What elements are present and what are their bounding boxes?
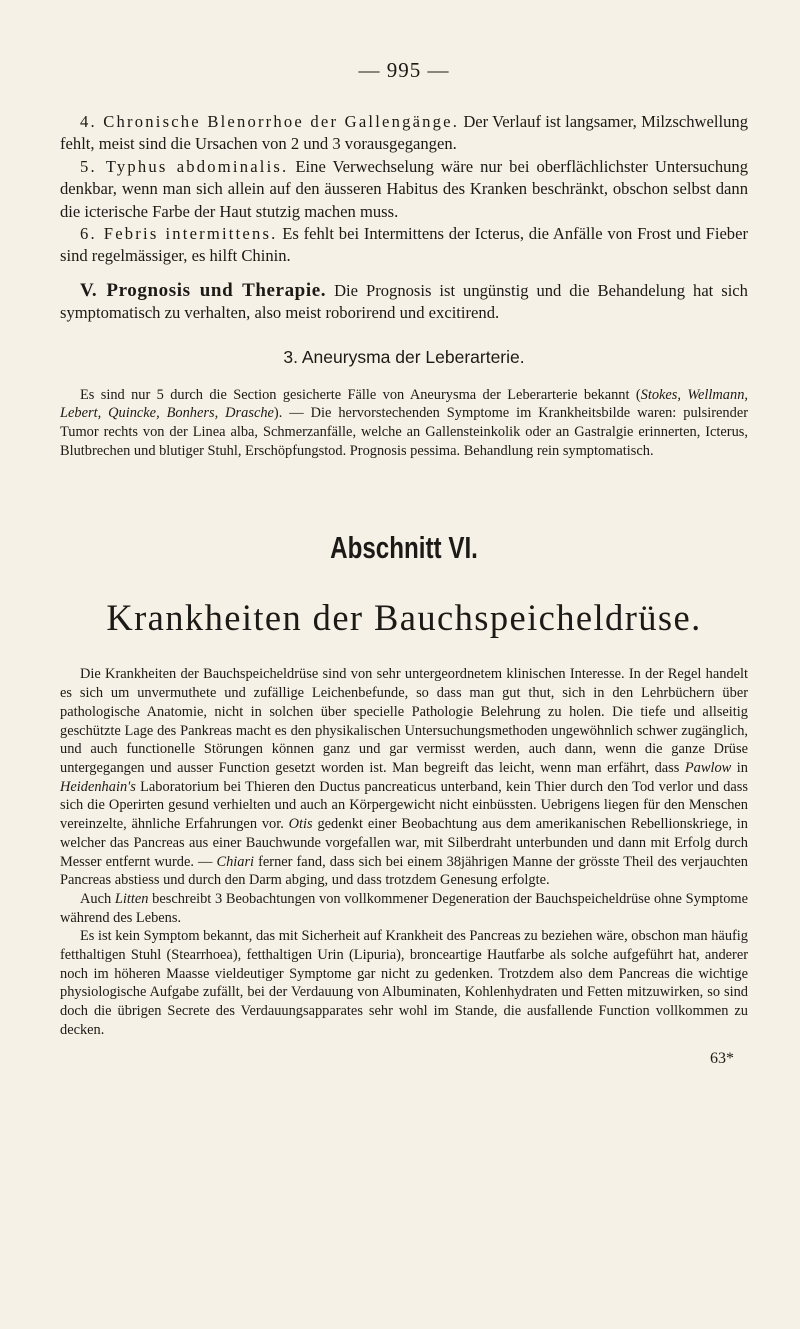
author-otis: Otis <box>288 816 313 833</box>
author-chiari: Chiari <box>216 853 255 870</box>
aneurysma-text-1: Es sind nur 5 durch die Section gesicherte Fälle von Aneurysma der Leberarterie bekannt ( <box>80 386 641 403</box>
litten-text-a: Auch <box>80 890 115 907</box>
closing-paragraph: Es ist kein Symptom bekannt, das mit Sicherheit auf Krankheit des Pancreas zu beziehen wäre, obschon man häufig fetthaltigen Stuhl (Stearrhoea), fetthaltigen Urin (Lipuria), bronceartige Hautfarbe als solche aufgeführt hat, anderer noch im höheren Maasse vieldeutiger Symptome gar nicht zu gedenken. Trotzdem also dem Pancreas die wichtige physiologische Aufgabe zufällt, bei der Verdauung von Albuminaten, Kohlenhydraten und Fetten mitzuwirken, so sind doch die übrigen Secrete des Verdauungsapparates sehr wohl im Stande, die ausfallende Function vollkommen zu decken. <box>60 928 748 1038</box>
signature-mark: 63* <box>710 1049 734 1067</box>
intro-text-c: Laboratorium bei Thieren den Ductus pancreaticus unterband, kein Thier durch den Tod verlor und dass sich die Operirten gesund verhielten und auch an Körpergewicht nicht einbüssten. Uebrigens liegen für den Menschen vereinzelte, ähnliche Erfahrungen vor. <box>60 778 748 833</box>
item-5-body: Eine Verwechselung wäre nur bei oberflächlichster Untersuchung denkbar, wenn man sich allein auf den äusseren Habitus des Kranken beschränkt, obschon selbst dann die icterische Farbe der Haut stutzig machen muss. <box>60 156 749 221</box>
litten-text-b: beschreibt 3 Beobachtungen von vollkommener Degeneration der Bauchspeicheldrüse ohne Symptome während des Lebens. <box>60 890 748 926</box>
aneurysma-paragraph <box>60 386 748 461</box>
section-title: Krankheiten der Bauchspeicheldrüse. <box>106 597 702 639</box>
author-litten: Litten <box>114 890 149 907</box>
aneurysma-authors: Stokes, Wellmann, Lebert, Quincke, Bonhers, Drasche <box>60 386 748 422</box>
author-pawlow: Pawlow <box>684 759 732 776</box>
intro-text-d: gedenkt einer Beobachtung aus dem amerikanischen Rebellionskriege, in welcher das Pancreas aus einer Bauchwunde vorgefallen war, mit Silberdraht unterbunden und dann mit Erfolg durch Messer entfernt wurde. — <box>60 816 748 870</box>
item-4-paragraph <box>60 111 748 156</box>
author-heidenhain: Heidenhain's <box>60 778 136 795</box>
page-number: — 995 — <box>358 58 450 82</box>
intro-text-b: in <box>731 759 748 776</box>
item-4-title: 4. Chronische Blenorrhoe der Gallengänge. <box>80 112 460 131</box>
aneurysma-heading: 3. Aneurysma der Leberarterie. <box>283 346 525 367</box>
prognosis-heading: V. Prognosis und Therapie. <box>80 279 327 301</box>
item-6-paragraph <box>60 223 748 268</box>
prognosis-paragraph <box>60 280 748 325</box>
item-5-paragraph <box>60 156 748 223</box>
item-6-body: Es fehlt bei Intermittens der Icterus, die Anfälle von Frost und Fieber sind regelmässiger, es hilft Chinin. <box>60 224 748 266</box>
intro-text-e: ferner fand, dass sich bei einem 38jährigen Manne der grösste Theil des verjauchten Pancreas abstiess und durch den Darm abging, und dass trotzdem Genesung erfolgte. <box>60 853 748 889</box>
intro-paragraph <box>60 665 748 889</box>
item-6-title: 6. Febris intermittens. <box>80 224 278 244</box>
litten-paragraph <box>60 890 748 927</box>
aneurysma-text-2: ). — Die hervorstechenden Symptome im Krankheitsbilde waren: pulsirender Tumor rechts von der Linea alba, Schmerzanfälle, welche an Gallensteinkolik oder an Gastralgie erinnerten, Icterus, Blutbrechen und blutiger Stuhl, Erschöpfungstod. Prognosis pessima. Behandlung rein symptomatisch. <box>60 405 749 459</box>
prognosis-body: Die Prognosis ist ungünstig und die Behandelung hat sich symptomatisch zu verhalten, also meist roborirend und excitirend. <box>60 280 748 323</box>
item-5-title: 5. Typhus abdominalis. <box>80 156 289 176</box>
item-4-body: Der Verlauf ist langsamer, Milzschwellung fehlt, meist sind die Ursachen von 2 und 3 vorausgegangen. <box>60 112 748 154</box>
intro-text-a: Die Krankheiten der Bauchspeicheldrüse sind von sehr untergeordnetem klinischen Interesse. In der Regel handelt es sich um unvermuthete und zufällige Leichenbefunde, so dass man gut thut, sich in den Lehrbüchern über pathologische Anatomie, nicht in solchen über specielle Pathologie Belehrung zu holen. Die tiefe und allseitig geschützte Lage des Pankreas macht es den physikalischen Untersuchungsmethoden ungewöhnlich schwer zugänglich, und auch functionelle Störungen können ganz und gar vermisst werden, auch dann, wenn die ganze Drüse untergegangen und ausser Function gesetzt worden ist. Man begreift das leicht, wenn man erfährt, dass <box>60 666 748 776</box>
section-label: Abschnitt VI. <box>330 530 478 566</box>
